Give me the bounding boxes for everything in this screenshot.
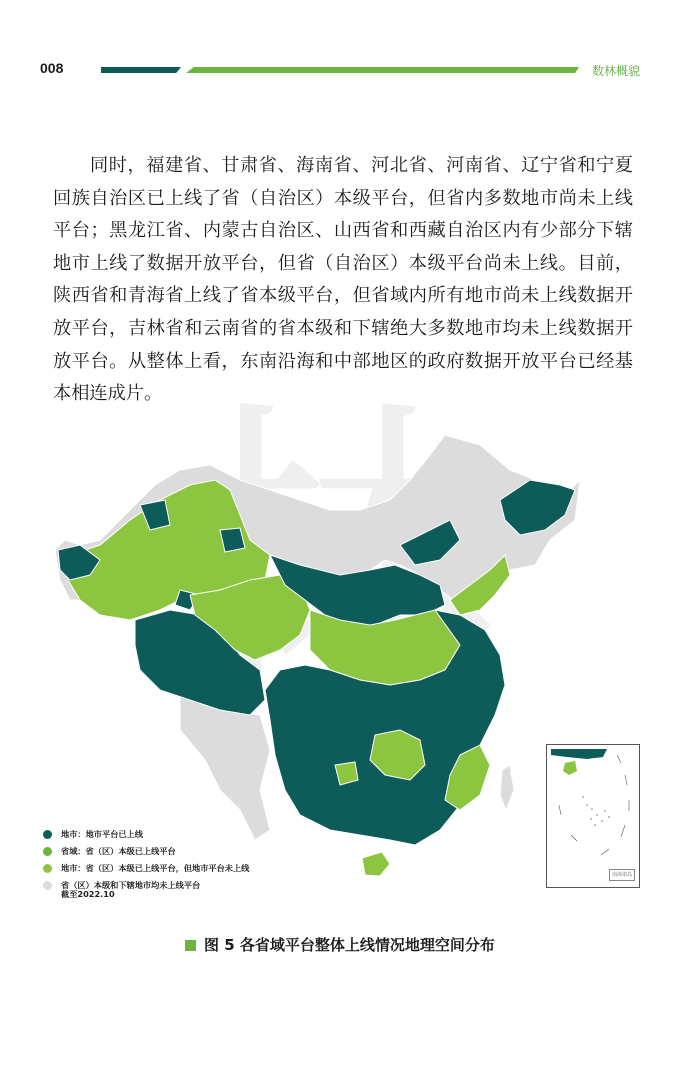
inset-map (547, 745, 639, 887)
legend-item (43, 843, 249, 860)
legend-swatch (43, 864, 52, 873)
region-hainan (362, 852, 390, 876)
inset-dots (582, 796, 610, 826)
legend-label: 省域：省（区）本级已上线平台 (61, 846, 176, 856)
region-taiwan (500, 765, 514, 810)
legend-swatch (43, 847, 52, 856)
figure-caption (0, 934, 680, 955)
legend-label: 地市：省（区）本级已上线平台，但地市平台未上线 (61, 863, 250, 873)
body-paragraph: 同时，福建省、甘肃省、海南省、河北省、河南省、辽宁省和宁夏回族自治区已上线了省（自治区）本级平台，但省内多数地市尚未上线平台；黑龙江省、内蒙古自治区、山西省和西藏自治区内有少部分下辖地市上线了数据开放平台，但省（自治区）本级平台尚未上线。目前，陕西省和青海省上线了省本级平台，但省域内所有地市尚未上线数据开放平台，吉林省和云南省的省本级和下辖绝大多数地市均未上线数据开放平台。从整体上看，东南沿海和中部地区的政府数据开放平台已经基本相连成片。 (53, 155, 633, 405)
header-bar-green (186, 67, 579, 73)
legend-label: 省（区）本级和下辖地市均未上线平台 (61, 880, 201, 890)
caption-text: 图 5 各省域平台整体上线情况地理空间分布 (204, 936, 495, 954)
legend-item (43, 860, 249, 877)
section-title: 数林概貌 (591, 64, 640, 78)
header-bar-dark (101, 67, 181, 73)
map-legend (43, 826, 249, 900)
legend-item (43, 877, 249, 894)
legend-label: 地市：地市平台已上线 (61, 829, 143, 839)
legend-date: 截至2022.10 (61, 889, 115, 899)
page-header (0, 0, 680, 90)
page-number: 008 (40, 60, 64, 76)
region-none-online-southwest (180, 690, 270, 840)
legend-swatch (43, 881, 52, 890)
inset-hainan (563, 761, 577, 775)
inset-mainland (551, 749, 607, 759)
inset-label: 南海诸岛 (609, 869, 635, 881)
caption-marker-icon (185, 940, 196, 951)
legend-swatch (43, 830, 52, 839)
legend-item (43, 826, 249, 843)
south-china-sea-inset (546, 744, 640, 888)
